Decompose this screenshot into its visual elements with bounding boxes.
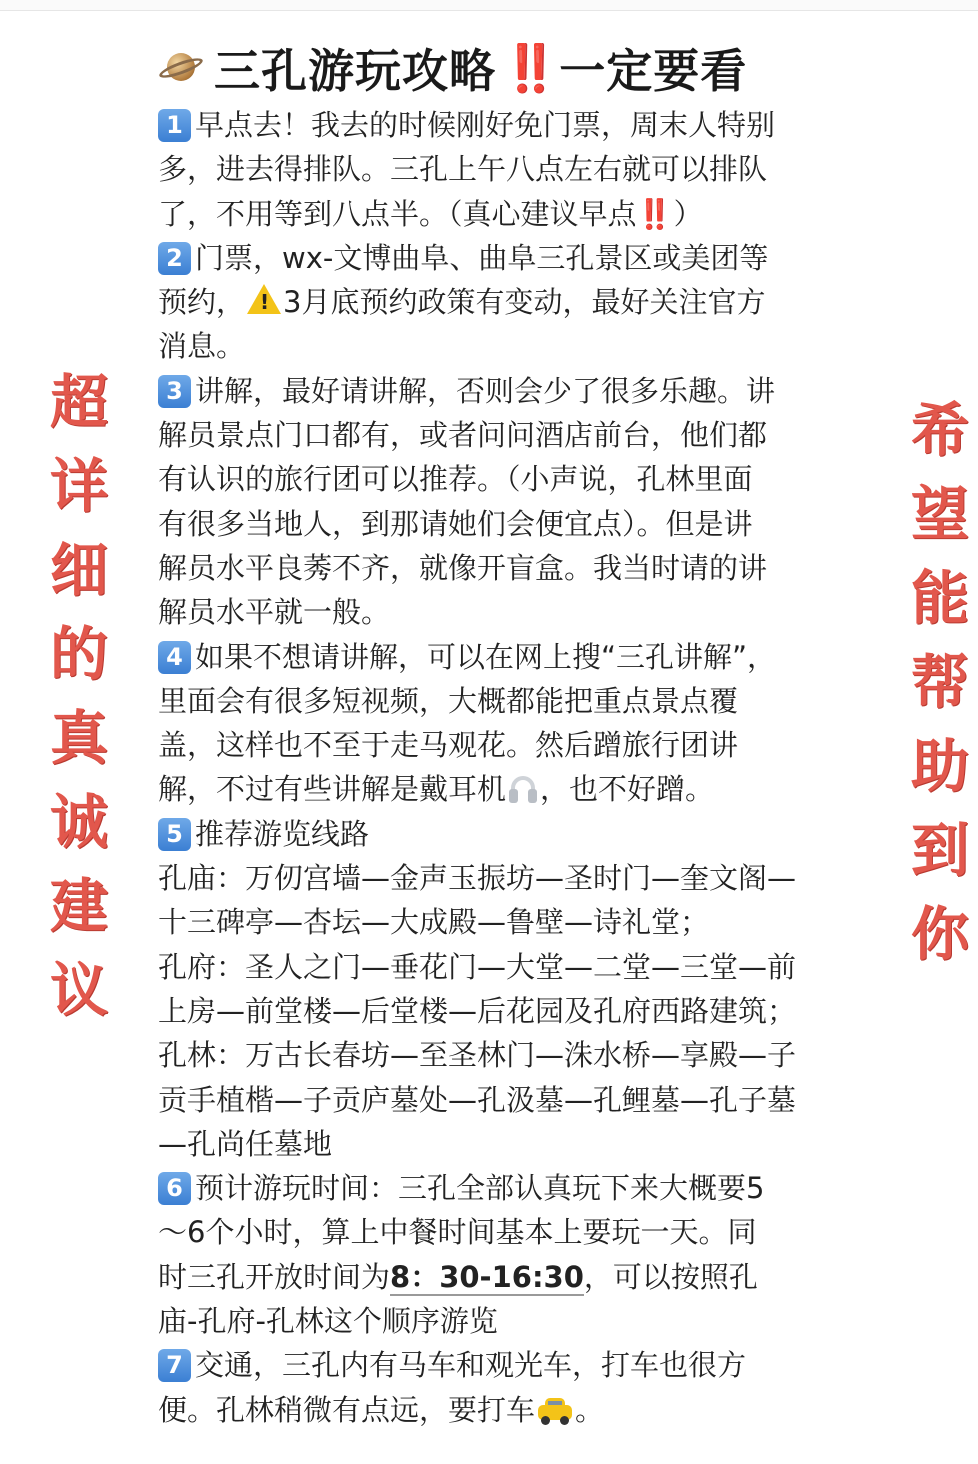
paragraph-text: ，可以按照孔: [583, 1259, 758, 1294]
paragraph-text: 盖，这样也不至于走马观花。然后蹭旅行团讲: [158, 728, 739, 763]
text-line: [158, 236, 838, 280]
paragraph-text: 了，不用等到八点半。（真心建议早点: [158, 196, 637, 231]
keycap-5-icon: 5: [158, 818, 191, 851]
paragraph-text: 。: [575, 1392, 605, 1427]
text-line: [158, 1122, 838, 1166]
keycap-3-icon: 3: [158, 375, 191, 408]
paragraph-text: 多，进去得排队。三孔上午八点左右就可以排队: [158, 152, 768, 187]
article-body: [158, 103, 838, 1432]
title-text: 一定要看: [559, 44, 748, 98]
side-char: 诚: [49, 788, 108, 856]
text-line: [158, 502, 838, 546]
paragraph-text: 3月底预约政策有变动，最好关注官方: [283, 285, 766, 320]
text-line: [158, 590, 838, 634]
paragraph-text: 讲解，最好请讲解，否则会少了很多乐趣。讲: [195, 373, 776, 408]
ringed-planet-icon: [158, 48, 204, 88]
text-line: [158, 413, 838, 457]
route-text: 贡手植楷—子贡庐墓处—孔汲墓—孔鲤墓—孔子墓: [158, 1082, 797, 1117]
text-line: [158, 1388, 838, 1432]
side-char: 议: [49, 956, 108, 1024]
text-line: [158, 103, 838, 147]
title-text: 三孔游玩攻略: [214, 44, 496, 98]
page-title: [158, 36, 838, 100]
paragraph-text: 有认识的旅行团可以推荐。（小声说，孔林里面: [158, 462, 753, 497]
paragraph-text: 便。孔林稍微有点远，要打车: [158, 1392, 536, 1427]
paragraph-text: 交通，三孔内有马车和观光车，打车也很方: [195, 1348, 747, 1383]
side-char: 详: [49, 452, 108, 520]
text-line: [158, 723, 838, 767]
paragraph-text: 解员水平良莠不齐，就像开盲盒。我当时请的讲: [158, 550, 768, 585]
text-line: [158, 280, 838, 324]
route-text: 孔府：圣人之门—垂花门—大堂—二堂—三堂—前: [158, 949, 797, 984]
route-text: 孔庙：万仞宫墙—金声玉振坊—圣时门—奎文阁—: [158, 861, 797, 896]
warning-icon: [247, 284, 281, 314]
side-char: 建: [49, 872, 108, 940]
text-line: [158, 1255, 838, 1299]
side-char: 希: [910, 396, 969, 464]
right-side-caption: [908, 388, 972, 976]
side-char: 真: [49, 704, 108, 772]
text-line: [158, 324, 838, 368]
paragraph-text: 时三孔开放时间为: [158, 1259, 391, 1294]
side-char: 助: [910, 732, 969, 800]
side-char: 的: [49, 620, 108, 688]
text-line: [158, 457, 838, 501]
text-line: [158, 1166, 838, 1210]
text-line: [158, 767, 838, 811]
section-heading: 推荐游览线路: [195, 816, 370, 851]
opening-hours-text: 8：30-16:30: [390, 1259, 584, 1294]
text-line: [158, 900, 838, 944]
paragraph-text: ～6个小时，算上中餐时间基本上要玩一天。同: [158, 1215, 757, 1250]
text-line: [158, 147, 838, 191]
side-char: 细: [49, 536, 108, 604]
paragraph-text: 预约，: [158, 285, 246, 320]
route-text: 孔林：万古长春坊—至圣林门—洙水桥—享殿—子: [158, 1038, 797, 1073]
text-line: [158, 1210, 838, 1254]
side-char: 望: [910, 480, 969, 548]
paragraph-text: 解，不过有些讲解是戴耳机: [158, 772, 507, 807]
text-line: [158, 812, 838, 856]
paragraph-text: 预计游玩时间：三孔全部认真玩下来大概要5: [195, 1171, 765, 1206]
text-line: [158, 1343, 838, 1387]
paragraph-text: 消息。: [158, 329, 246, 364]
text-line: [158, 546, 838, 590]
keycap-1-icon: 1: [158, 109, 191, 142]
paragraph-text: 里面会有很多短视频，大概都能把重点景点覆: [158, 683, 739, 718]
text-line: [158, 945, 838, 989]
top-edge: [0, 0, 978, 11]
double-exclamation-icon: ‼️: [502, 40, 554, 95]
text-line: [158, 989, 838, 1033]
text-line: [158, 1033, 838, 1077]
paragraph-text: 早点去！我去的时候刚好免门票，周末人特别: [195, 108, 776, 142]
double-exclamation-icon: ‼️: [636, 196, 668, 231]
side-char: 能: [910, 564, 969, 632]
taxi-icon: [537, 1396, 573, 1424]
text-line: [158, 679, 838, 723]
paragraph-text: 有很多当地人，到那请她们会便宜点）。但是讲: [158, 506, 753, 541]
paragraph-text: 门票，wx-文博曲阜、曲阜三孔景区或美团等: [195, 240, 769, 275]
route-text: 十三碑亭—杏坛—大成殿—鲁壁—诗礼堂；: [158, 905, 710, 940]
text-line: [158, 1299, 838, 1343]
text-line: [158, 856, 838, 900]
route-text: 上房—前堂楼—后堂楼—后花园及孔府西路建筑；: [158, 993, 797, 1028]
left-side-caption: [47, 360, 111, 1032]
side-char: 超: [49, 368, 108, 436]
side-char: 到: [910, 816, 969, 884]
paragraph-text: 庙-孔府-孔林这个顺序游览: [158, 1304, 498, 1339]
paragraph-text: ）: [673, 196, 703, 231]
side-char: 帮: [910, 648, 969, 716]
paragraph-text: 解员景点门口都有，或者问问酒店前台，他们都: [158, 418, 768, 453]
paragraph-text: ，也不好蹭。: [540, 772, 715, 807]
keycap-4-icon: 4: [158, 641, 191, 674]
keycap-7-icon: 7: [158, 1349, 191, 1382]
paragraph-text: 如果不想请讲解，可以在网上搜“三孔讲解”，: [195, 639, 777, 674]
text-line: [158, 635, 838, 679]
headphones-icon: [508, 775, 538, 803]
text-line: [158, 369, 838, 413]
keycap-6-icon: 6: [158, 1172, 191, 1205]
keycap-2-icon: 2: [158, 242, 191, 275]
text-line: [158, 192, 838, 236]
route-text: —孔尚任墓地: [158, 1126, 333, 1161]
side-char: 你: [910, 900, 969, 968]
text-line: [158, 1078, 838, 1122]
paragraph-text: 解员水平就一般。: [158, 595, 391, 630]
